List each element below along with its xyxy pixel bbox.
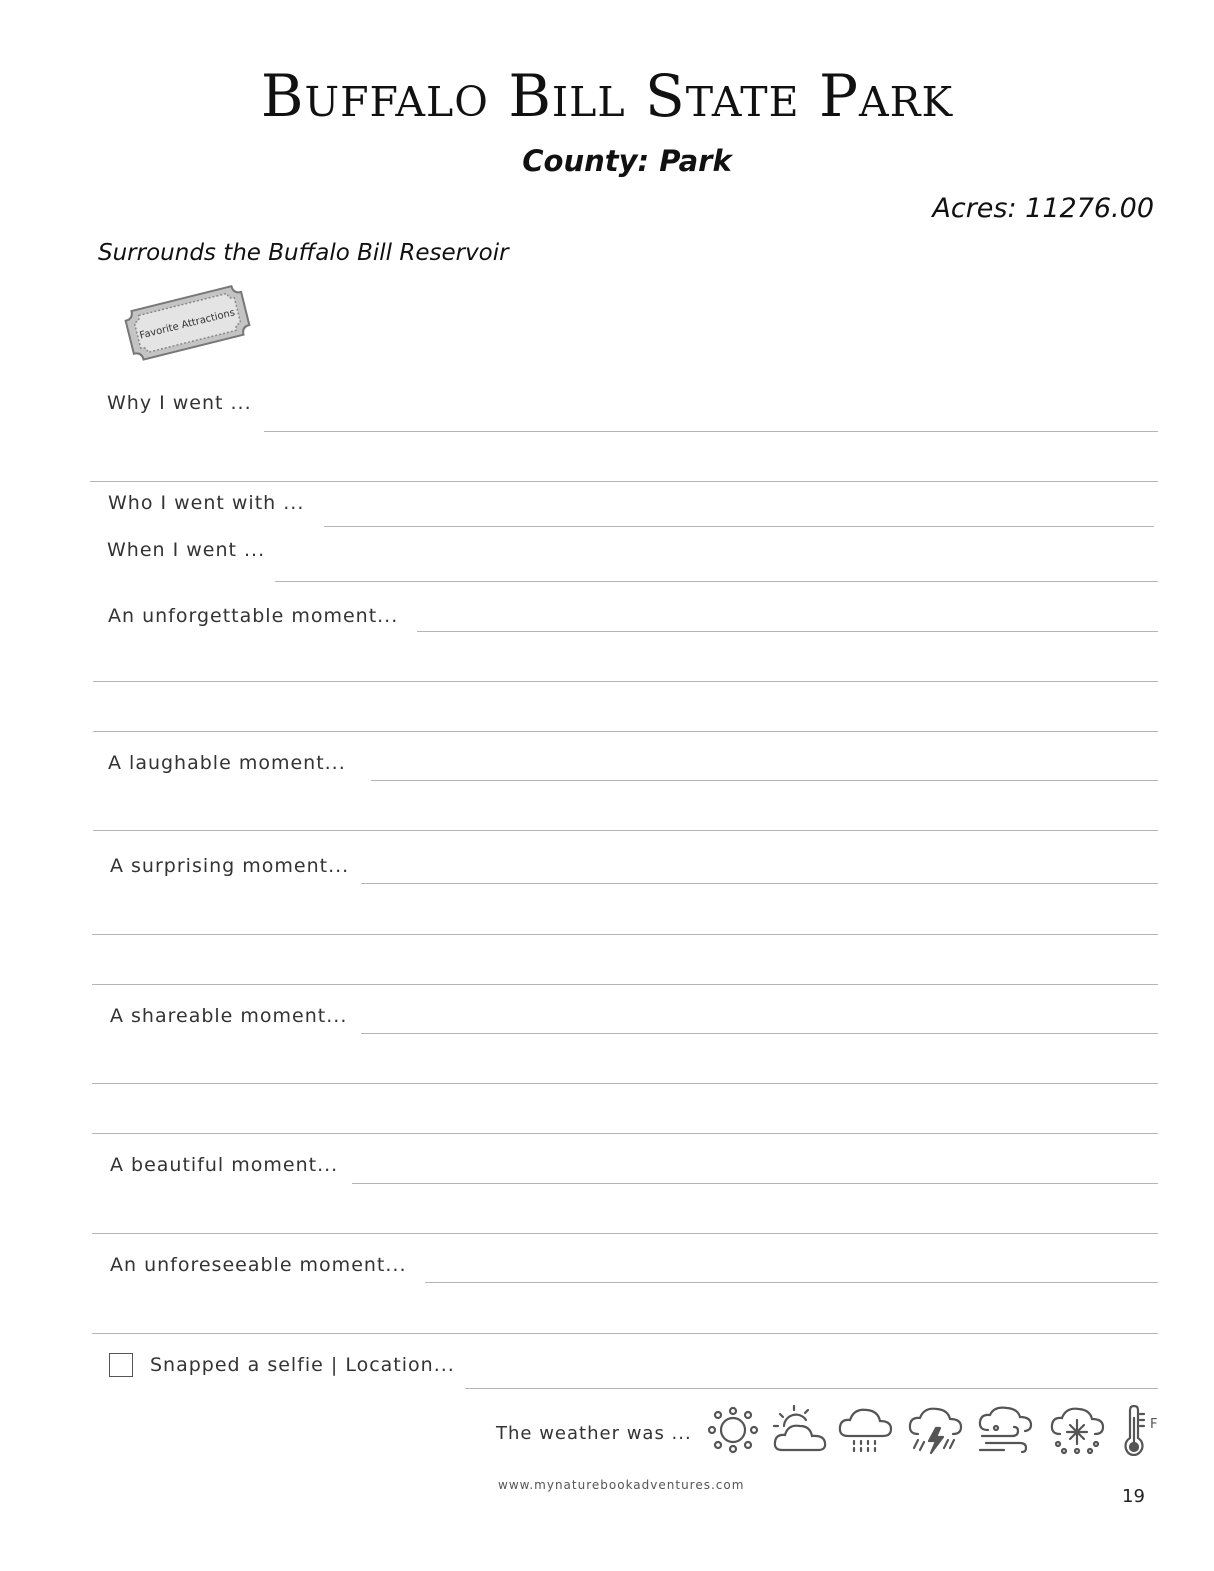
park-description: Surrounds the Buffalo Bill Reservoir (98, 240, 509, 266)
laughable-prompt: A laughable moment... (108, 752, 346, 774)
beautiful-prompt: A beautiful moment... (110, 1154, 339, 1176)
when-line[interactable] (275, 581, 1158, 582)
footer-url: www.mynaturebookadventures.com (498, 1478, 745, 1492)
thunderstorm-icon[interactable] (906, 1404, 964, 1456)
surprising-line-1[interactable] (361, 883, 1158, 884)
ticket-icon (120, 282, 255, 364)
beautiful-line-2[interactable] (92, 1233, 1158, 1234)
selfie-checkbox[interactable] (109, 1353, 133, 1377)
surprising-prompt: A surprising moment... (110, 855, 350, 877)
shareable-line-2[interactable] (92, 1083, 1158, 1084)
surprising-line-3[interactable] (92, 984, 1158, 985)
county-label: County: Park (522, 144, 732, 178)
selfie-location-line[interactable] (465, 1388, 1158, 1389)
unforgettable-line-3[interactable] (93, 731, 1158, 732)
shareable-prompt: A shareable moment... (110, 1005, 348, 1027)
weather-prompt: The weather was ... (496, 1423, 692, 1444)
rain-icon[interactable] (836, 1404, 894, 1456)
unforgettable-prompt: An unforgettable moment... (108, 605, 399, 627)
beautiful-line-1[interactable] (352, 1183, 1158, 1184)
wind-icon[interactable] (976, 1404, 1034, 1456)
page-title: Buffalo Bill State Park (260, 62, 954, 130)
unforgettable-line-2[interactable] (93, 681, 1158, 682)
surprising-line-2[interactable] (92, 934, 1158, 935)
selfie-prompt: Snapped a selfie | Location... (150, 1354, 455, 1376)
who-prompt: Who I went with ... (108, 492, 305, 514)
thermometer-icon[interactable] (1112, 1404, 1170, 1456)
page-number: 19 (1122, 1486, 1145, 1507)
shareable-line-1[interactable] (361, 1033, 1158, 1034)
shareable-line-3[interactable] (92, 1133, 1158, 1134)
laughable-line-2[interactable] (93, 830, 1158, 831)
snow-icon[interactable] (1048, 1404, 1106, 1456)
why-line-1[interactable] (264, 431, 1158, 432)
sun-icon[interactable] (704, 1404, 762, 1456)
partly-cloudy-icon[interactable] (772, 1404, 830, 1456)
unforgettable-line-1[interactable] (417, 631, 1158, 632)
why-prompt: Why I went ... (107, 392, 252, 414)
unforeseeable-prompt: An unforeseeable moment... (110, 1254, 407, 1276)
acres-label: Acres: 11276.00 (932, 193, 1154, 224)
unforeseeable-line-1[interactable] (425, 1282, 1158, 1283)
thermometer-unit: F (1150, 1417, 1158, 1432)
unforeseeable-line-2[interactable] (92, 1333, 1158, 1334)
laughable-line-1[interactable] (371, 780, 1158, 781)
ticket-text: Favorite Attractions (138, 307, 237, 342)
why-line-2[interactable] (90, 481, 1158, 482)
who-line[interactable] (324, 526, 1154, 527)
when-prompt: When I went ... (107, 539, 266, 561)
